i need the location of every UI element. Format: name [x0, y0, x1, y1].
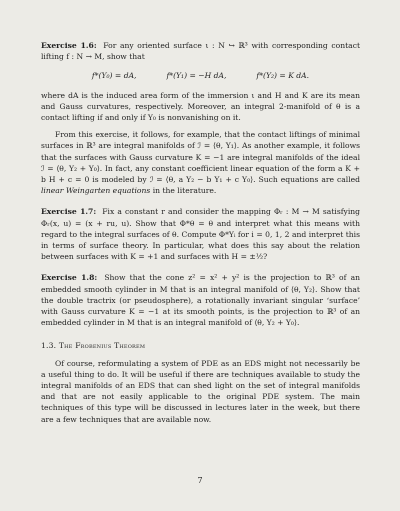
exercise-1-8 [41, 272, 360, 328]
exercise-1-7-text: Fix a constant r and consider the mapping Φᵣ : M → M satisfying Φᵣ(x, u) = (x + ru, u). Show that Φ*θ = θ and interpret what this means with regard to the integral surfaces of θ. Compute Φ*Υᵢ for i = 0, 1, 2 and interpret this in terms of surface theory. In particular, what does this say about the relation between surfaces with K = +1 and surfaces with H = ±½? [41, 207, 360, 262]
equation-upsilon-0: f*(Υ₀) = dA, [91, 71, 137, 81]
equation-upsilon-2: f*(Υ₂) = K dA. [256, 71, 310, 81]
weingarten-text-before: From this exercise, it follows, for example, that the contact liftings of minimal surfaces in ℝ³ are integral manifolds of ℐ = ⟨θ, Υ₁⟩. As another example, it follows that the surfaces with Gauss curvature K = −1 are integral manifolds of the ideal ℐ = ⟨θ, Υ₂ + Υ₀⟩. In fact, any constant coefficient linear equation of the form a K + b H + c = 0 is modeled by ℐ = ⟨θ, a Υ₂ − b Υ₁ + c Υ₀⟩. Such equations are called [41, 130, 360, 185]
weingarten-text-after: in the literature. [150, 186, 217, 196]
page-number: 7 [197, 475, 203, 485]
section-number: 1.3. [41, 341, 57, 351]
exercise-1-7 [41, 206, 360, 262]
exercise-1-7-title: Exercise 1.7: [41, 207, 97, 217]
exercise-1-6-statement [41, 40, 360, 62]
exercise-1-7-statement [41, 206, 360, 262]
exercise-1-8-title: Exercise 1.8: [41, 273, 98, 283]
display-equations [41, 70, 360, 81]
exercise-1-6-intro: For any oriented surface ι : N ↪ ℝ³ with corresponding contact lifting f : N → M, show that [41, 41, 361, 62]
exercise-1-8-statement [41, 272, 360, 328]
section-heading [41, 340, 360, 351]
weingarten-emphasis: linear Weingarten equations [41, 186, 151, 196]
exercise-1-6 [41, 40, 360, 196]
exercise-1-6-paragraph: where dA is the induced area form of the immersion ι and H and K are its mean and Gauss curvatures, respectively. Moreover, an integral 2-manifold of θ is a contact lifting if and only if Υ₀ is nonvanishing on it. [41, 90, 360, 123]
section-paragraph: Of course, reformulating a system of PDE as an EDS might not necessarily be a useful thing to do. It will be useful if there are techniques available to study the integral manifolds of an EDS that can shed light on the set of integral manifolds and that are not easily applicable to the original PDE system. The main techniques of this type will be discussed in lectures later in the week, but there are a few techniques that are available now. [41, 358, 360, 424]
exercise-1-8-text: Show that the cone z² = x² + y² is the projection to ℝ³ of an embedded smooth cylinder in M that is an integral manifold of ⟨θ, Υ₂⟩. Show that the double tractrix (or pseudosphere), a rotationally invariant singular ‘surface’ with Gauss curvature K = −1 at its smooth points, is the projection to ℝ³ of an embedded cylinder in M that is an integral manifold of ⟨θ, Υ₂ + Υ₀⟩. [41, 273, 361, 328]
exercise-1-6-title: Exercise 1.6: [41, 41, 97, 50]
equation-upsilon-1: f*(Υ₁) = −H dA, [166, 71, 227, 81]
weingarten-paragraph [41, 129, 360, 196]
section-title: The Frobenius Theorem [58, 341, 146, 351]
